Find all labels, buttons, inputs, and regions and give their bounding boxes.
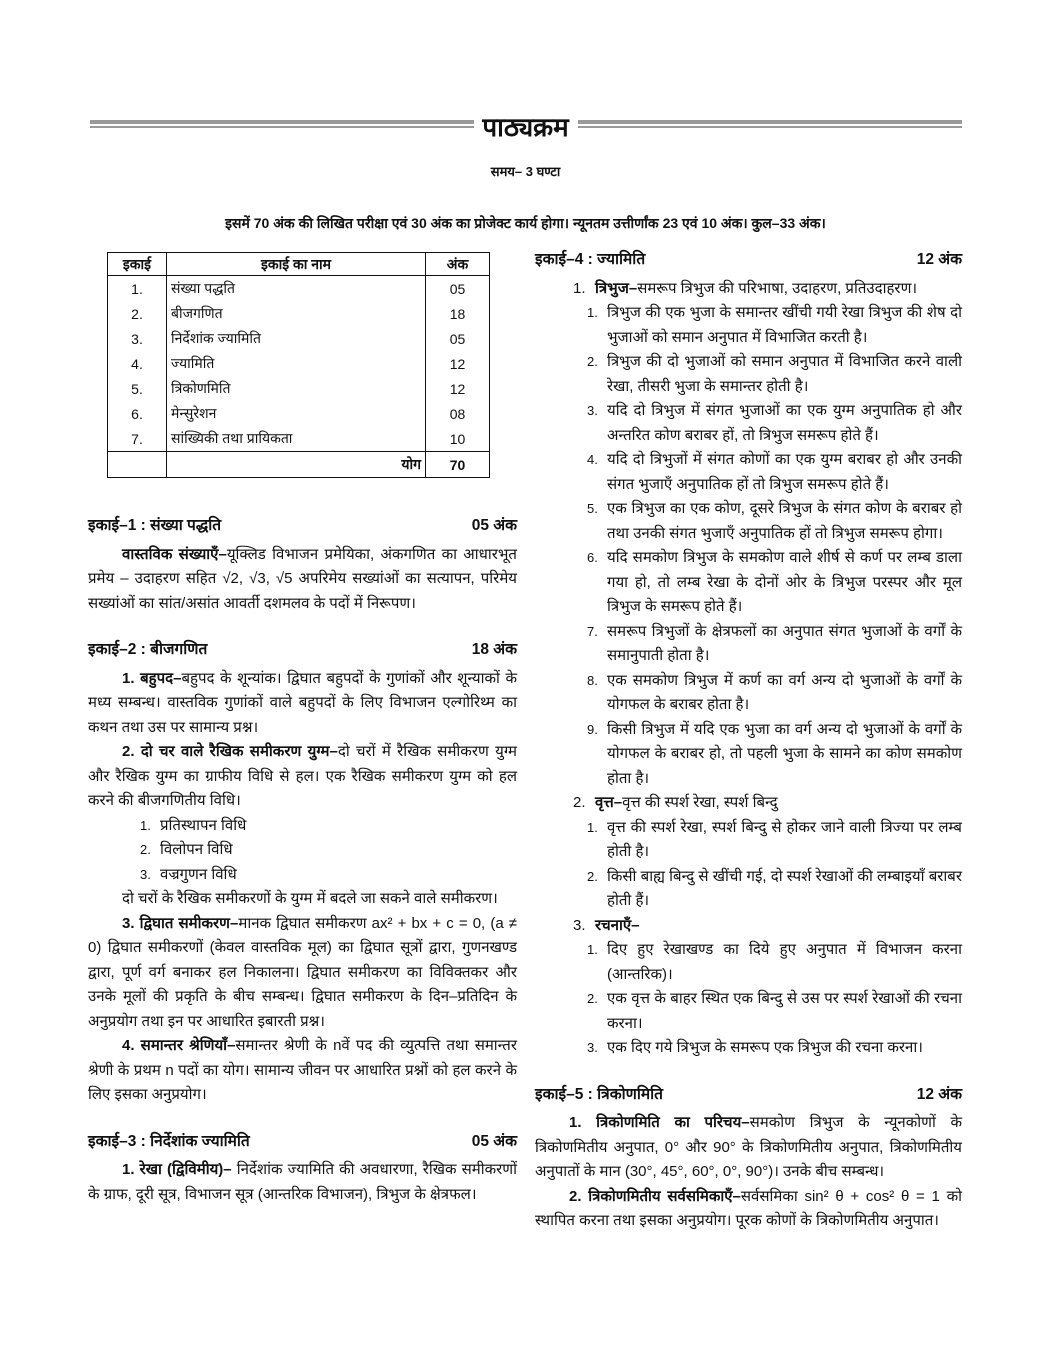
item-body <box>595 914 962 939</box>
unit-heading <box>88 1130 517 1155</box>
sub-topic-item <box>88 838 517 863</box>
unit-title: इकाई–3 : निर्देशांक ज्यामिति <box>88 1132 250 1150</box>
paragraph <box>535 1111 962 1185</box>
item-number: 2. <box>587 991 598 1006</box>
table-row <box>108 351 490 376</box>
paragraph <box>88 543 517 617</box>
item-number: 2. <box>587 868 598 884</box>
item-text: वृत्त की स्पर्श रेखा, स्पर्श बिन्दु से होकर जाने वाली त्रिज्या पर लम्ब होती है। <box>607 818 962 860</box>
item-body <box>607 816 962 865</box>
item-number: 3. <box>587 1040 598 1055</box>
unit-heading <box>88 638 517 663</box>
unit-marks: 12 <box>426 351 490 376</box>
item-body <box>607 399 962 448</box>
paragraph-text: समकोण त्रिभुज के न्यूनकोणों के त्रिकोणमितीय अनुपात, 0° और 90° के त्रिकोणमितीय अनुपात, त्रिकोणमितीय अनुपातों के मान (30°, 45°, 60°, 0°, 90°)। उनके बीच सम्बन्ध। <box>535 1114 963 1180</box>
unit-title: इकाई–1 : संख्या पद्धति <box>88 517 222 534</box>
sub-topic-item <box>535 301 962 350</box>
item-number: 3. <box>140 866 151 882</box>
item-text: यदि समकोण त्रिभुज के समकोण वाले शीर्ष से कर्ण पर लम्ब डाला गया हो, तो लम्ब रेखा के दोनों ओर के त्रिभुज परस्पर और मूल त्रिभुज के समरूप होते हैं। <box>607 549 962 615</box>
unit-marks: 10 <box>426 426 490 452</box>
item-number: 3. <box>573 916 586 934</box>
item-text: त्रिभुज की दो भुजाओं को समान अनुपात में विभाजित करने वाली रेखा, तीसरी भुजा के समान्तर होती है। <box>607 353 962 395</box>
paragraph-heading: 4. समान्तर श्रेणियाँ– <box>122 1037 236 1054</box>
item-text: यदि दो त्रिभुज में संगत भुजाओं का एक युग्म अनुपातिक हो और अन्तरित कोण बराबर हों, तो त्रिभुज समरूप होते हैं। <box>607 402 962 444</box>
item-heading: वृत्त– <box>595 794 623 811</box>
unit-name: निर्देशांक ज्यामिति <box>167 326 426 351</box>
marks-note: इसमें 70 अंक की लिखित परीक्षा एवं 30 अंक का प्रोजेक्ट कार्य होगा। न्यूनतम उत्तीर्णांक 23 एवं 10 अंक। कुल–33 अंक। <box>225 215 826 231</box>
total-spacer <box>108 452 167 478</box>
item-body <box>607 448 962 497</box>
unit-name: सांख्यिकी तथा प्रायिकता <box>167 426 426 452</box>
total-marks: 70 <box>426 452 490 478</box>
paragraph-heading: 2. त्रिकोणमितीय सर्वसमिकाएँ– <box>569 1187 741 1205</box>
item-text: विलोपन विधि <box>160 841 233 858</box>
sub-topic-item <box>535 448 962 497</box>
unit-marks: 05 अंक <box>471 1132 517 1150</box>
topic-item <box>535 277 962 302</box>
table-row <box>108 276 490 302</box>
unit-number: 6. <box>108 401 167 426</box>
item-body <box>607 1036 962 1061</box>
sub-topic-item <box>535 350 962 399</box>
unit-heading <box>88 514 517 539</box>
unit-number: 4. <box>108 351 167 376</box>
topic-item <box>535 914 962 939</box>
item-text: प्रतिस्थापन विधि <box>160 816 247 834</box>
topic-item <box>535 791 962 816</box>
paragraph-text: बहुपद के शून्यांक। द्विघात बहुपदों के गुणांकों और शून्याकों के मध्य सम्बन्ध। वास्तविक गुणांकों वाले बहुपदों के लिए विभाजन एल्गोरिथ्म का कथन तथा उस पर सामान्य प्रश्न। <box>88 669 517 736</box>
unit-marks: 12 अंक <box>916 251 962 268</box>
table-row <box>108 376 490 401</box>
unit-heading <box>535 248 962 273</box>
unit-number: 5. <box>108 376 167 401</box>
item-text: एक वृत्त के बाहर स्थित एक बिन्दु से उस पर स्पर्श रेखाओं की रचना करना। <box>607 990 962 1032</box>
unit-name: ज्यामिति <box>167 351 426 376</box>
table-row <box>108 326 490 351</box>
unit-number: 1. <box>108 276 167 302</box>
item-number: 5. <box>587 501 598 516</box>
paragraph-heading: 1. बहुपद– <box>122 669 182 687</box>
paragraph <box>88 912 517 1035</box>
paragraph-text: मानक द्विघात समीकरण ax² + bx + c = 0, (a ≠ 0) द्विघात समीकरणों (केवल वास्तविक मूल) का द्विघात सूत्रों द्वारा, गुणनखण्ड द्वारा, पूर्ण वर्ग बनाकर हल निकालना। द्विघात समीकरण का विविक्तकर और उनके मूलों की प्रकृति के बीच सम्बन्ध। द्विघात समीकरण के दिन–प्रतिदिन के अनुप्रयोग तथा इन पर आधारित इबारती प्रश्न। <box>88 914 517 1030</box>
item-body <box>160 814 517 839</box>
unit-marks: 12 अंक <box>916 1085 962 1103</box>
item-text: किसी बाह्य बिन्दु से खींची गई, दो स्पर्श रेखाओं की लम्बाइयाँ बराबर होती हैं। <box>607 867 962 909</box>
sub-topic-item <box>535 669 962 718</box>
item-body <box>160 863 517 888</box>
item-body <box>607 350 962 399</box>
item-number: 2. <box>140 842 151 857</box>
item-text: वज्रगुणन विधि <box>160 865 237 883</box>
item-number: 9. <box>587 721 598 737</box>
unit-marks: 08 <box>426 401 490 426</box>
paragraph-text: निर्देशांक ज्यामिति की अवधारणा, रैखिक समीकरणों के ग्राफ, दूरी सूत्र, विभाजन सूत्र (आन्तरिक विभाजन), त्रिभुज के क्षेत्रफल। <box>88 1161 517 1203</box>
paragraph-heading: 1. रेखा (द्विविमीय)– <box>122 1161 232 1178</box>
item-body <box>160 838 517 863</box>
item-number: 1. <box>587 942 598 957</box>
unit-marks: 12 <box>426 376 490 401</box>
item-text: किसी त्रिभुज में यदि एक भुजा का वर्ग अन्य दो भुजाओं के वर्गों के योगफल के बराबर हो, तो पहली भुजा के सामने का कोण समकोण होता है। <box>607 720 962 787</box>
item-number: 1. <box>587 305 598 320</box>
table-total-row <box>108 452 490 478</box>
item-text: यदि दो त्रिभुजों में संगत कोणों का एक युग्म बराबर हो और उनकी संगत भुजाएँ अनुपातिक हों तो त्रिभुज समरूप होते हैं। <box>607 451 962 493</box>
item-body <box>607 987 962 1036</box>
unit-heading <box>535 1083 962 1108</box>
page-title <box>0 108 1051 144</box>
paragraph-heading: 3. द्विघात समीकरण– <box>122 914 239 932</box>
item-text: दिए हुए रेखाखण्ड का दिये हुए अनुपात में विभाजन करना (आन्तरिक)। <box>607 941 962 983</box>
sub-topic-item <box>535 938 962 987</box>
paragraph <box>88 887 517 912</box>
sub-topic-item <box>535 620 962 669</box>
item-body <box>607 865 962 914</box>
paragraph-heading: 2. दो चर वाले रैखिक समीकरण युग्म– <box>122 743 338 760</box>
col-header-unit: इकाई <box>108 253 167 276</box>
paragraph-text: यूक्लिड विभाजन प्रमेयिका, अंकगणित का आधारभूत प्रमेय – उदाहरण सहित √2, √3, √5 अपरिमेय सख्यांओं का सत्यापन, परिमेय सख्यांओं का सांत/असांत आवर्ती दशमलव के पदों में निरूपण। <box>88 545 517 612</box>
unit-marks: 05 <box>426 276 490 302</box>
unit-name: संख्या पद्धति <box>167 276 426 302</box>
sub-topic-item <box>535 497 962 546</box>
paragraph-text: समान्तर श्रेणी के nवें पद की व्युत्पत्ति तथा समान्तर श्रेणी के प्रथम n पदों का योग। सामान्य जीवन पर आधारित प्रश्नों को हल करने के लिए इसका अनुप्रयोग। <box>88 1037 517 1103</box>
exam-duration: समय– 3 घण्टा <box>490 164 561 179</box>
unit-title: इकाई–4 : ज्यामिति <box>535 251 646 268</box>
item-text: एक समकोण त्रिभुज में कर्ण का वर्ग अन्य दो भुजाओं के वर्गों के योगफल के बराबर होता है। <box>607 671 962 713</box>
table-row <box>108 401 490 426</box>
item-number: 7. <box>587 623 598 639</box>
paragraph-heading: वास्तविक संख्याएँ– <box>122 545 227 563</box>
item-number: 6. <box>587 550 598 565</box>
right-column <box>535 248 962 1256</box>
sub-topic-item <box>535 865 962 914</box>
unit-marks: 18 <box>426 301 490 326</box>
sub-topic-item <box>535 987 962 1036</box>
paragraph <box>88 740 517 814</box>
item-heading: रचनाएँ– <box>595 916 640 934</box>
item-body <box>595 277 962 302</box>
paragraph-text: सर्वसमिका sin² θ + cos² θ = 1 को स्थापित करना तथा इसका अनुप्रयोग। पूरक कोणों के त्रिकोणमितीय अनुपात। <box>535 1187 962 1229</box>
item-number: 1. <box>140 817 151 833</box>
unit-title: इकाई–5 : त्रिकोणमिति <box>535 1085 663 1103</box>
sub-topic-item <box>535 546 962 620</box>
unit-name: मेन्सुरेशन <box>167 401 426 426</box>
sub-topic-item <box>535 816 962 865</box>
table-row <box>108 301 490 326</box>
unit-marks: 18 अंक <box>471 641 517 658</box>
item-body <box>607 669 962 718</box>
paragraph <box>88 1034 517 1108</box>
item-number: 2. <box>573 794 586 811</box>
unit-marks: 05 अंक <box>471 517 517 534</box>
col-header-unit-name: इकाई का नाम <box>167 253 426 276</box>
paragraph <box>88 1158 517 1207</box>
unit-marks: 05 <box>426 326 490 351</box>
sub-topic-item <box>88 814 517 839</box>
item-body <box>607 497 962 546</box>
paragraph <box>88 667 517 741</box>
paragraph-text: दो चरों के रैखिक समीकरणों के युग्म में बदले जा सकने वाले समीकरण। <box>122 890 498 907</box>
unit-section <box>88 638 517 1108</box>
item-body <box>607 546 962 620</box>
left-column <box>88 514 517 1229</box>
sub-topic-item <box>535 399 962 448</box>
paragraph-text: दो चरों में रैखिक समीकरण युग्म और रैखिक युग्म का ग्राफीय विधि से हल। एक रैखिक समीकरण युग्म को हल करने की बीजगणितीय विधि। <box>88 743 517 809</box>
item-number: 3. <box>587 403 598 418</box>
item-text: एक त्रिभुज का एक कोण, दूसरे त्रिभुज के संगत कोण के बराबर हो तथा उनकी संगत भुजाएँ अनुपातिक हों तो त्रिभुज समरूप होगा। <box>607 500 962 542</box>
item-text: वृत्त की स्पर्श रेखा, स्पर्श बिन्दु <box>622 794 778 811</box>
item-number: 2. <box>587 354 598 369</box>
sub-topic-item <box>535 1036 962 1061</box>
unit-name: बीजगणित <box>167 301 426 326</box>
unit-section <box>88 1130 517 1208</box>
unit-name: त्रिकोणमिति <box>167 376 426 401</box>
item-text: समरूप त्रिभुजों के क्षेत्रफलों का अनुपात संगत भुजाओं के वर्गों के समानुपाती होता है। <box>607 622 962 664</box>
sub-topic-item <box>535 718 962 792</box>
paragraph <box>535 1185 962 1234</box>
item-number: 4. <box>587 452 598 467</box>
col-header-marks: अंक <box>426 253 490 276</box>
unit-section <box>535 248 962 1061</box>
item-body <box>607 938 962 987</box>
unit-section <box>535 1083 962 1234</box>
item-body <box>607 301 962 350</box>
page-title-text: पाठ्यक्रम <box>474 112 576 142</box>
item-body <box>595 791 962 816</box>
table-row <box>108 426 490 452</box>
item-text: एक दिए गये त्रिभुज के समरूप एक त्रिभुज की रचना करना। <box>607 1039 923 1056</box>
units-table <box>107 252 490 478</box>
item-heading: त्रिभुज– <box>595 279 638 297</box>
item-number: 1. <box>573 279 586 297</box>
unit-number: 7. <box>108 426 167 452</box>
item-text: समरूप त्रिभुज की परिभाषा, उदाहरण, प्रतिउदाहरण। <box>637 279 918 297</box>
sub-topic-item <box>88 863 517 888</box>
paragraph-heading: 1. त्रिकोणमिति का परिचय– <box>569 1114 750 1131</box>
item-body <box>607 620 962 669</box>
item-body <box>607 718 962 792</box>
unit-title: इकाई–2 : बीजगणित <box>88 641 208 658</box>
unit-section <box>88 514 517 616</box>
unit-number: 2. <box>108 301 167 326</box>
unit-number: 3. <box>108 326 167 351</box>
item-number: 1. <box>587 819 598 835</box>
item-text: त्रिभुज की एक भुजा के समान्तर खींची गयी रेखा त्रिभुज की शेष दो भुजाओं को समान अनुपात में विभाजित करती है। <box>607 304 962 346</box>
item-number: 8. <box>587 672 598 688</box>
total-label: योग <box>167 452 426 478</box>
